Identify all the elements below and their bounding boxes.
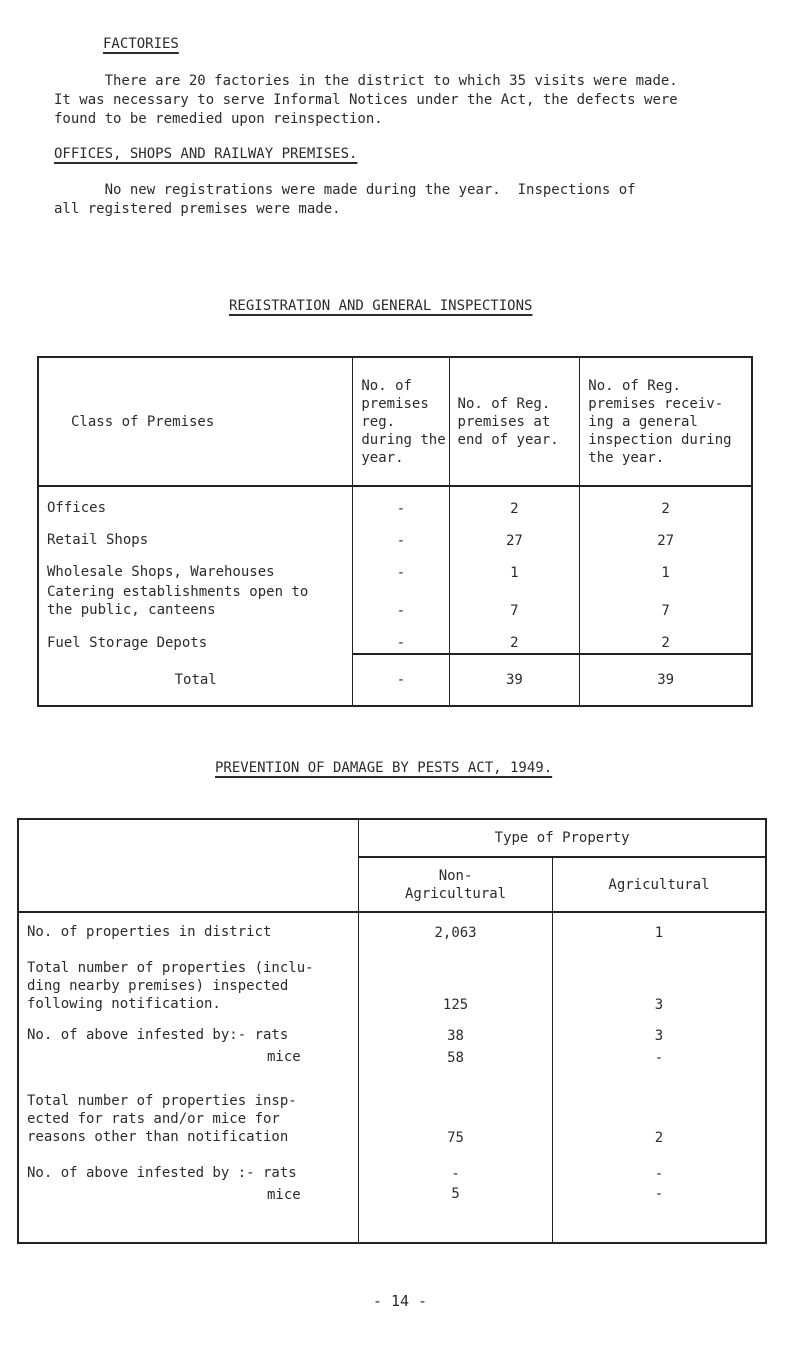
- col-agricultural: Agricultural: [552, 857, 766, 912]
- table-row: [18, 1182, 766, 1243]
- row-label: No. of above infested by:- rats: [18, 1013, 359, 1044]
- table-row: [38, 583, 752, 621]
- col-non-agricultural: Non- Agricultural: [359, 857, 553, 912]
- row-label: mice: [18, 1044, 359, 1066]
- row-label: Fuel Storage Depots: [38, 621, 353, 654]
- cell-non-agri: 58: [359, 1044, 553, 1066]
- col-general-inspection: No. of Reg. premises receiv- ing a general inspection during the year.: [580, 357, 752, 486]
- row-label: No. of properties in district: [18, 912, 359, 941]
- table-row: [18, 1066, 766, 1146]
- table-row: [38, 519, 752, 551]
- cell-insp: 27: [580, 519, 752, 551]
- cell-agri: 3: [552, 1013, 766, 1044]
- type-of-property-header: Type of Property: [359, 819, 766, 857]
- cell-non-agri: 2,063: [359, 912, 553, 941]
- pests-header-row: [18, 819, 766, 857]
- pests-corner-cell: [18, 819, 359, 912]
- cell-end: 1: [449, 551, 580, 583]
- cell-end: 2: [449, 621, 580, 654]
- cell-non-agri: 38: [359, 1013, 553, 1044]
- col-reg-during-year: No. of premises reg. during the year.: [353, 357, 449, 486]
- cell-reg: -: [353, 519, 449, 551]
- cell-insp: 2: [580, 486, 752, 519]
- cell-reg: -: [353, 621, 449, 654]
- table-row: [18, 1146, 766, 1182]
- cell-non-agri: 125: [359, 941, 553, 1013]
- total-insp: 39: [580, 654, 752, 706]
- cell-reg: -: [353, 551, 449, 583]
- row-label: mice: [18, 1182, 359, 1243]
- cell-agri: -: [552, 1182, 766, 1243]
- cell-agri: -: [552, 1146, 766, 1182]
- row-label: Total number of properties (inclu- ding nearby premises) inspected following notification.: [18, 941, 359, 1013]
- registration-table: [37, 356, 753, 707]
- cell-insp: 2: [580, 621, 752, 654]
- cell-non-agri: -: [359, 1146, 553, 1182]
- row-label: Offices: [38, 486, 353, 519]
- factories-paragraph: There are 20 factories in the district to which 35 visits were made. It was necessary to serve Informal Notices under the Act, the defects were found to be remedied upon reinspection.: [54, 73, 678, 127]
- cell-reg: -: [353, 583, 449, 621]
- table-row: [18, 912, 766, 941]
- cell-insp: 7: [580, 583, 752, 621]
- registration-header-row: [38, 357, 752, 486]
- total-label: Total: [38, 654, 353, 706]
- page-number: - 14 -: [372, 1292, 428, 1310]
- pests-table: [17, 818, 767, 1244]
- total-end: 39: [449, 654, 580, 706]
- pests-heading: PREVENTION OF DAMAGE BY PESTS ACT, 1949.: [215, 760, 553, 776]
- table-row: [18, 1013, 766, 1044]
- registration-heading: REGISTRATION AND GENERAL INSPECTIONS: [229, 298, 533, 314]
- cell-non-agri: 5: [359, 1182, 553, 1243]
- row-label: Total number of properties insp- ected for rats and/or mice for reasons other than notification: [18, 1066, 359, 1146]
- offices-heading: OFFICES, SHOPS AND RAILWAY PREMISES.: [54, 146, 358, 162]
- factories-heading: FACTORIES: [103, 36, 179, 52]
- table-row: [18, 1044, 766, 1066]
- total-row: [38, 654, 752, 706]
- table-row: [38, 486, 752, 519]
- row-label: Catering establishments open to the public, canteens: [38, 583, 353, 621]
- cell-agri: -: [552, 1044, 766, 1066]
- cell-agri: 2: [552, 1066, 766, 1146]
- row-label: No. of above infested by :- rats: [18, 1146, 359, 1182]
- col-class-of-premises: Class of Premises: [38, 357, 353, 486]
- table-row: [38, 551, 752, 583]
- cell-end: 27: [449, 519, 580, 551]
- table-row: [18, 941, 766, 1013]
- row-label: Retail Shops: [38, 519, 353, 551]
- table-row: [38, 621, 752, 654]
- cell-insp: 1: [580, 551, 752, 583]
- cell-agri: 1: [552, 912, 766, 941]
- cell-non-agri: 75: [359, 1066, 553, 1146]
- row-label: Wholesale Shops, Warehouses: [38, 551, 353, 583]
- total-reg: -: [353, 654, 449, 706]
- cell-end: 7: [449, 583, 580, 621]
- col-reg-end-year: No. of Reg. premises at end of year.: [449, 357, 580, 486]
- cell-agri: 3: [552, 941, 766, 1013]
- cell-reg: -: [353, 486, 449, 519]
- offices-paragraph: No new registrations were made during the year. Inspections of all registered premises were made.: [54, 182, 636, 217]
- cell-end: 2: [449, 486, 580, 519]
